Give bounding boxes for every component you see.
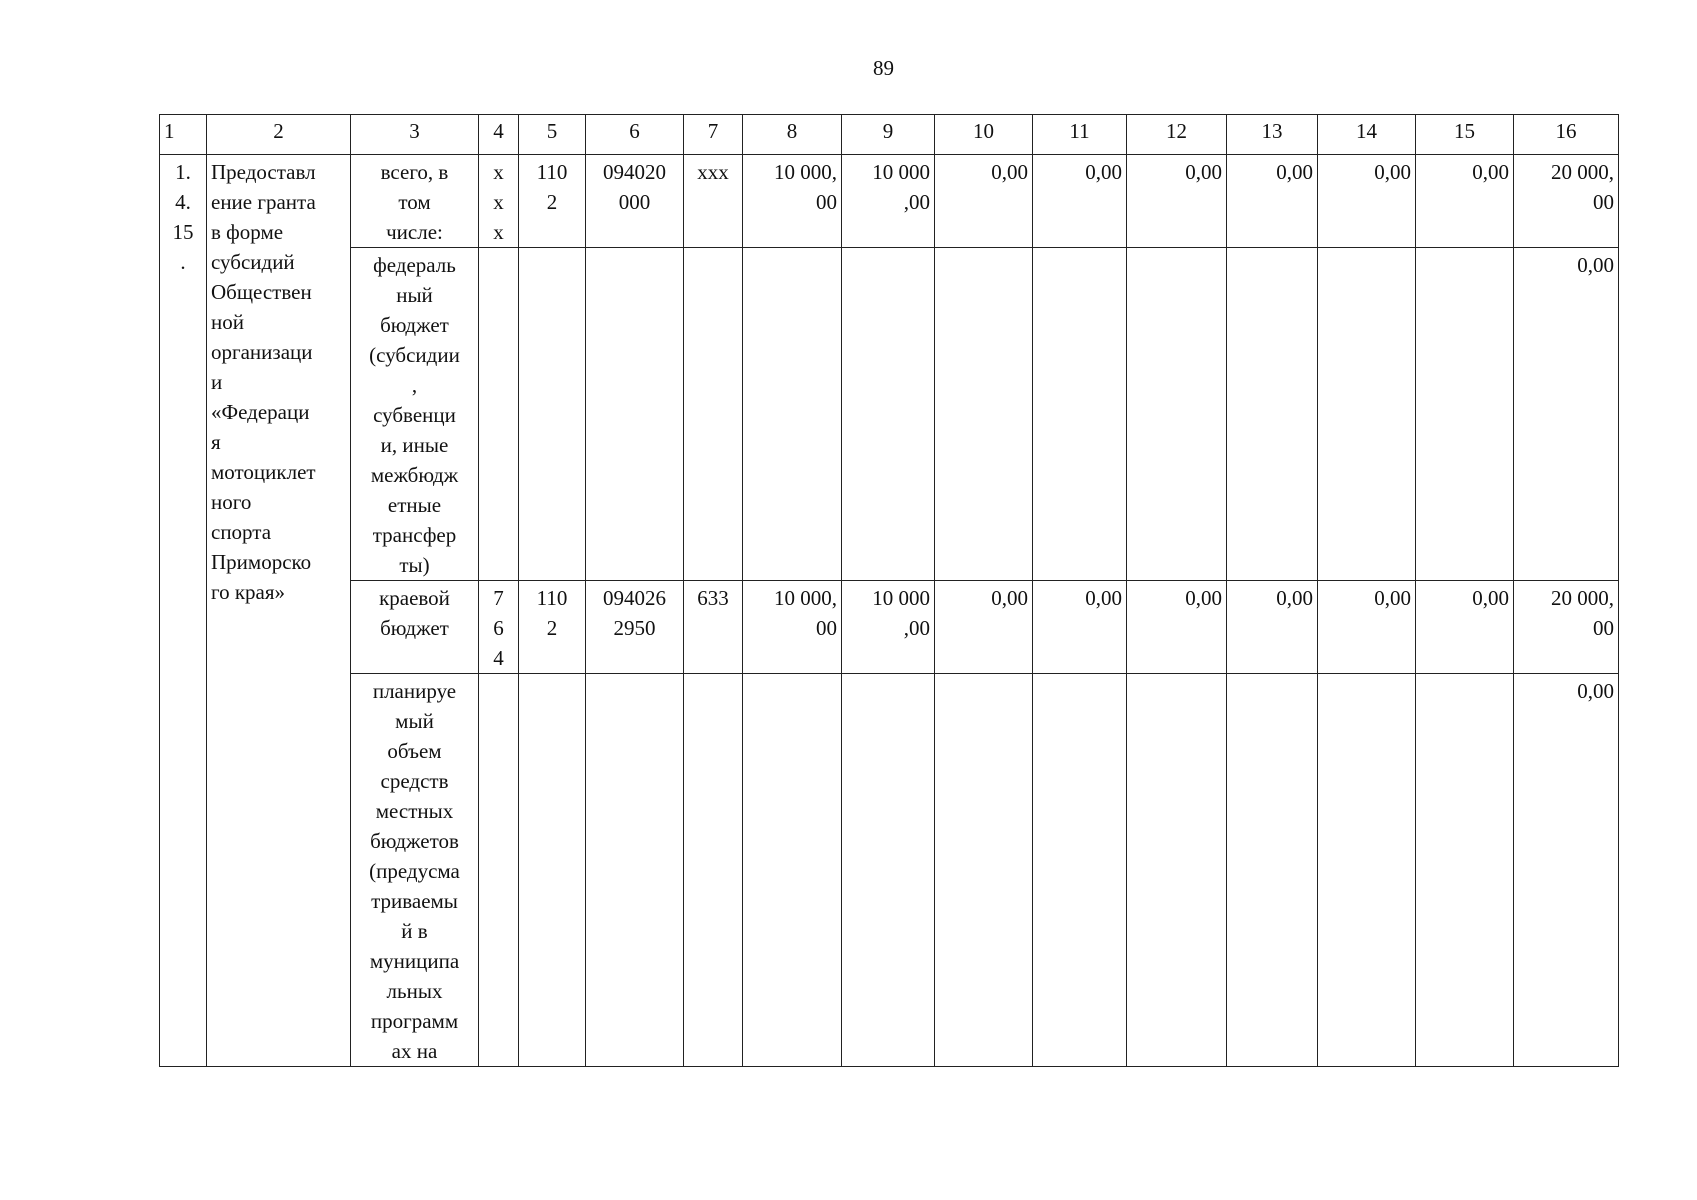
budget-table xyxy=(159,114,1619,1067)
table-cell: 0,00 xyxy=(1227,155,1318,248)
header-cell: 4 xyxy=(479,115,519,155)
header-cell: 2 xyxy=(207,115,351,155)
table-cell: 0,00 xyxy=(935,581,1033,674)
table-cell: 0,00 xyxy=(1227,581,1318,674)
table-header-row xyxy=(160,115,1619,155)
table-cell xyxy=(1127,248,1227,581)
table-cell: 0,00 xyxy=(1514,248,1619,581)
table-cell xyxy=(1033,248,1127,581)
header-cell: 12 xyxy=(1127,115,1227,155)
table-cell: 094020 000 xyxy=(586,155,684,248)
table-cell: ххх xyxy=(684,155,743,248)
table-cell: 110 2 xyxy=(519,155,586,248)
header-cell: 11 xyxy=(1033,115,1127,155)
table-cell xyxy=(743,674,842,1067)
table-row-total xyxy=(160,155,1619,248)
table-cell xyxy=(1033,674,1127,1067)
table-cell: 10 000 ,00 xyxy=(842,581,935,674)
header-cell: 16 xyxy=(1514,115,1619,155)
table-cell xyxy=(684,248,743,581)
table-cell: 0,00 xyxy=(1127,581,1227,674)
table-row-local xyxy=(160,674,1619,1067)
table-cell: 10 000 ,00 xyxy=(842,155,935,248)
funding-source-cell: краевой бюджет xyxy=(351,581,479,674)
table-cell xyxy=(479,674,519,1067)
table-cell: 633 xyxy=(684,581,743,674)
table-cell: 20 000, 00 xyxy=(1514,155,1619,248)
funding-source-cell: федераль ный бюджет (субсидии , субвенци и, иные межбюдж етные трансфер ты) xyxy=(351,248,479,581)
table-row-regional xyxy=(160,581,1619,674)
table-cell: 0,00 xyxy=(1033,155,1127,248)
table-cell xyxy=(1318,248,1416,581)
table-cell: 20 000, 00 xyxy=(1514,581,1619,674)
header-cell: 9 xyxy=(842,115,935,155)
table-cell: 0,00 xyxy=(1416,155,1514,248)
table-cell: х х х xyxy=(479,155,519,248)
table-cell: 110 2 xyxy=(519,581,586,674)
table-cell: 0,00 xyxy=(1514,674,1619,1067)
table-cell xyxy=(1127,674,1227,1067)
table-cell: 0,00 xyxy=(1318,581,1416,674)
header-cell: 1 xyxy=(160,115,207,155)
table-cell: 094026 2950 xyxy=(586,581,684,674)
table-cell xyxy=(479,248,519,581)
table-cell: 0,00 xyxy=(1033,581,1127,674)
table-cell xyxy=(842,248,935,581)
table-cell xyxy=(1227,674,1318,1067)
table-cell xyxy=(519,674,586,1067)
header-cell: 15 xyxy=(1416,115,1514,155)
header-cell: 8 xyxy=(743,115,842,155)
table-cell: 0,00 xyxy=(935,155,1033,248)
header-cell: 13 xyxy=(1227,115,1318,155)
table-cell xyxy=(586,674,684,1067)
table-cell: 0,00 xyxy=(1416,581,1514,674)
table-cell xyxy=(684,674,743,1067)
table-cell: 10 000, 00 xyxy=(743,581,842,674)
header-cell: 7 xyxy=(684,115,743,155)
header-cell: 10 xyxy=(935,115,1033,155)
header-cell: 14 xyxy=(1318,115,1416,155)
table-cell xyxy=(586,248,684,581)
table-cell: 0,00 xyxy=(1127,155,1227,248)
table-cell: 10 000, 00 xyxy=(743,155,842,248)
page-number: 89 xyxy=(873,56,894,80)
header-cell: 3 xyxy=(351,115,479,155)
table-cell xyxy=(1318,674,1416,1067)
header-cell: 6 xyxy=(586,115,684,155)
table-cell: 0,00 xyxy=(1318,155,1416,248)
table-cell: 7 6 4 xyxy=(479,581,519,674)
header-cell: 5 xyxy=(519,115,586,155)
table-cell xyxy=(1416,674,1514,1067)
table-cell xyxy=(842,674,935,1067)
item-name-cell: Предоставл ение гранта в форме субсидий Обществен ной организаци и «Федераци я мотоциклет ного спорта Приморско го края» xyxy=(207,155,351,1067)
table-cell xyxy=(1416,248,1514,581)
table-row-federal xyxy=(160,248,1619,581)
funding-source-cell: планируе мый объем средств местных бюджетов (предусма триваемы й в муниципа льных программ ах на xyxy=(351,674,479,1067)
table-cell xyxy=(935,674,1033,1067)
table-cell xyxy=(743,248,842,581)
item-number-cell: 1. 4. 15 . xyxy=(160,155,207,1067)
table-cell xyxy=(935,248,1033,581)
table-cell xyxy=(519,248,586,581)
table-cell xyxy=(1227,248,1318,581)
funding-source-cell: всего, в том числе: xyxy=(351,155,479,248)
